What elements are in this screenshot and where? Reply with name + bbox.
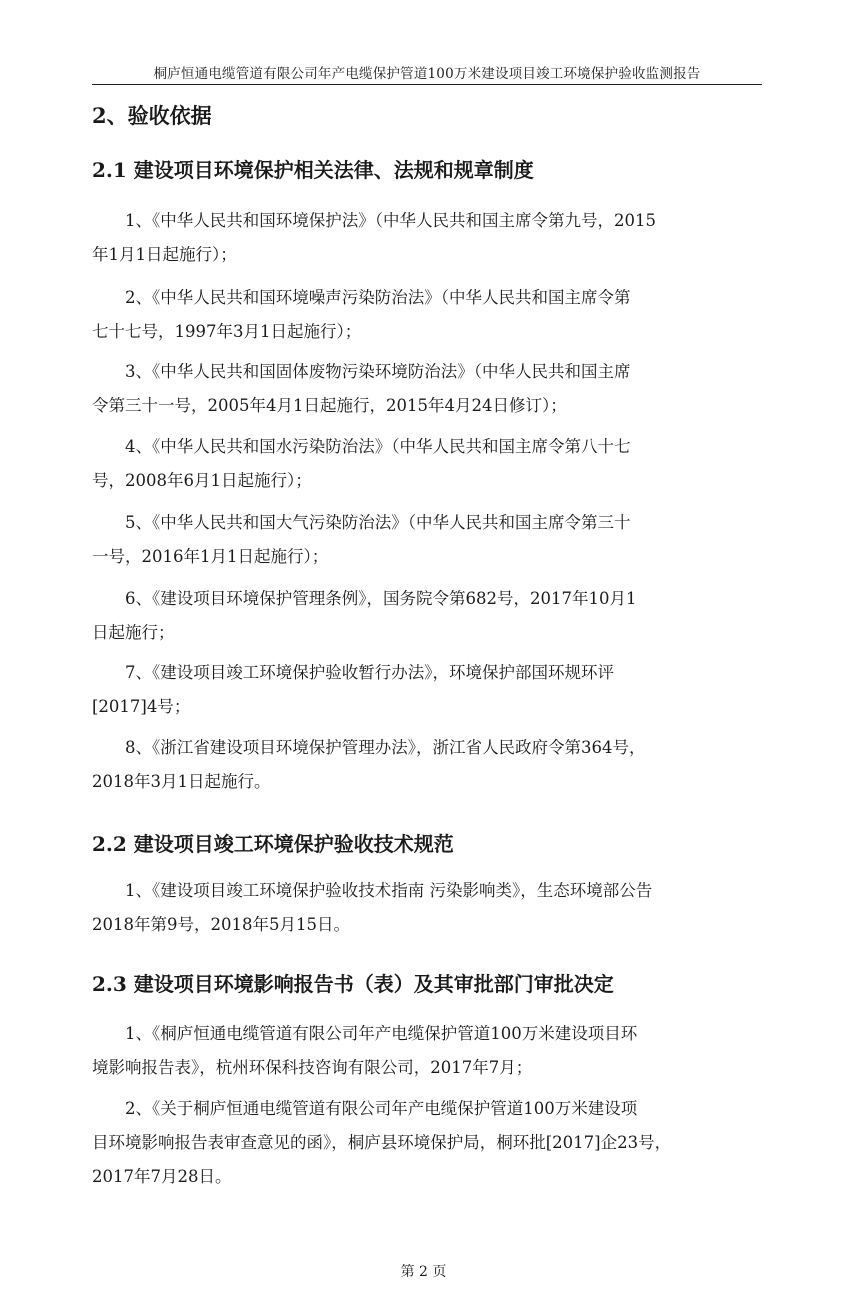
header-rule [92, 84, 762, 85]
law-item-5: 5、《中华人民共和国大气污染防治法》（中华人民共和国主席令第三十 一号，2016年1月1日起施行）； [92, 513, 631, 566]
law-item-1: 1、《中华人民共和国环境保护法》（中华人民共和国主席令第九号，2015 年1月1日起施行）； [92, 211, 656, 264]
law-item-4: 4、《中华人民共和国水污染防治法》（中华人民共和国主席令第八十七 号，2008年6月1日起施行）； [92, 437, 631, 490]
section-2-2-title: 2.2 建设项目竣工环境保护验收技术规范 [92, 832, 454, 856]
section-2-1-title: 2.1 建设项目环境保护相关法律、法规和规章制度 [92, 158, 534, 182]
law-item-7: 7、《建设项目竣工环境保护验收暂行办法》，环境保护部国环规环评 [2017]4号； [92, 663, 614, 716]
law-item-2: 2、《中华人民共和国环境噪声污染防治法》（中华人民共和国主席令第 七十七号，1997年3月1日起施行）； [92, 288, 631, 341]
approval-item-2: 2、《关于桐庐恒通电缆管道有限公司年产电缆保护管道100万米建设项 目环境影响报告表审查意见的函》，桐庐县环境保护局，桐环批[2017]企23号， 2017年7月28日。 [92, 1099, 672, 1186]
spec-item-1: 1、《建设项目竣工环境保护验收技术指南 污染影响类》，生态环境部公告 2018年第9号，2018年5月15日。 [92, 881, 653, 934]
law-item-3: 3、《中华人民共和国固体废物污染环境防治法》（中华人民共和国主席 令第三十一号，2005年4月1日起施行，2015年4月24日修订）； [92, 362, 631, 415]
law-item-6: 6、《建设项目环境保护管理条例》，国务院令第682号，2017年10月1 日起施行； [92, 589, 637, 642]
section-title: 2、验收依据 [92, 103, 212, 128]
section-2-3-title: 2.3 建设项目环境影响报告书（表）及其审批部门审批决定 [92, 972, 614, 996]
page-header: 桐庐恒通电缆管道有限公司年产电缆保护管道100万米建设项目竣工环境保护验收监测报告 [153, 66, 701, 82]
page-number: 第 2 页 [400, 1264, 447, 1280]
approval-item-1: 1、《桐庐恒通电缆管道有限公司年产电缆保护管道100万米建设项目环 境影响报告表》，杭州环保科技咨询有限公司，2017年7月； [92, 1024, 638, 1077]
law-item-8: 8、《浙江省建设项目环境保护管理办法》，浙江省人民政府令第364号， 2018年3月1日起施行。 [92, 738, 646, 791]
